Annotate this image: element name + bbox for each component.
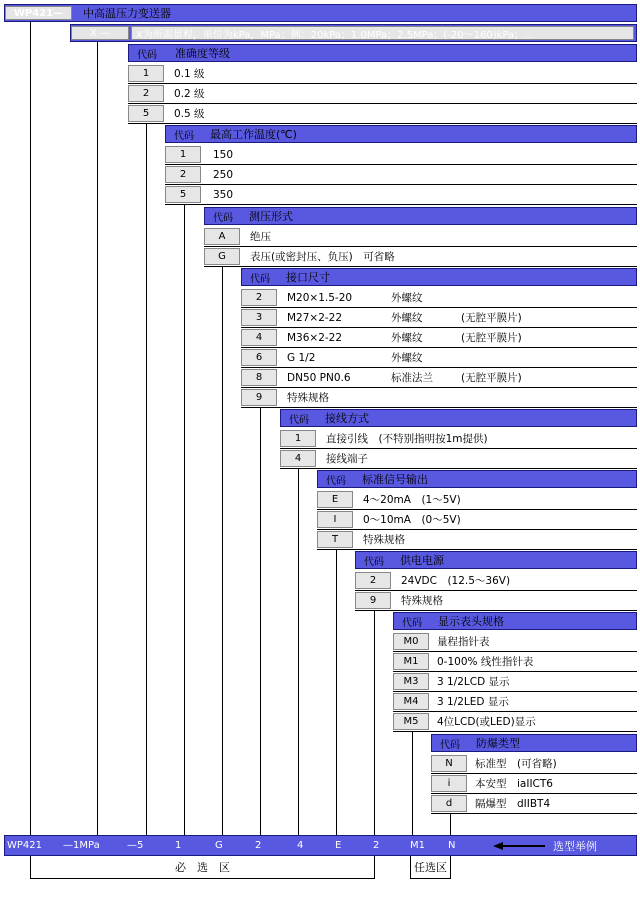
example-item: N <box>448 840 456 851</box>
example-bar <box>4 835 637 856</box>
signal-code: T <box>317 531 353 548</box>
signal-code-label: 代码 <box>326 475 346 487</box>
explosion-desc: 标准型 (可省略) <box>475 758 557 770</box>
signal-code: I <box>317 511 353 528</box>
example-item: M1 <box>410 840 425 851</box>
wiring-row <box>280 429 637 449</box>
accuracy-header <box>128 44 637 62</box>
temperature-row <box>165 185 637 205</box>
wiring-row <box>280 449 637 469</box>
accuracy-code: 1 <box>128 65 164 82</box>
arrow-left-icon <box>493 836 545 855</box>
connection-code: 6 <box>241 349 277 366</box>
pressure-type-desc: 绝压 <box>250 231 271 243</box>
optional-zone-label: 任选区 <box>414 861 447 874</box>
display-desc: 4位LCD(或LED)显示 <box>437 716 536 728</box>
accuracy-code: 2 <box>128 85 164 102</box>
power-row <box>355 571 637 591</box>
connection-spec: M27×2-22 <box>287 311 343 324</box>
pressure-type-code-label: 代码 <box>213 212 233 224</box>
display-code: M5 <box>393 713 429 730</box>
display-row <box>393 632 637 652</box>
model-header-bar <box>4 4 637 22</box>
connector-line <box>184 205 185 835</box>
display-row <box>393 652 637 672</box>
connection-code: 2 <box>241 289 277 306</box>
connector-line <box>412 732 413 835</box>
accuracy-desc: 0.2 级 <box>174 88 205 100</box>
connection-code: 8 <box>241 369 277 386</box>
display-title: 显示表头规格 <box>438 615 504 628</box>
power-title: 供电电源 <box>400 554 444 567</box>
temperature-desc: 250 <box>213 168 234 181</box>
explosion-desc: 本安型 iaIICT6 <box>475 778 553 790</box>
connection-row <box>241 388 637 408</box>
connection-type: 外螺纹 <box>391 332 423 344</box>
connection-header <box>241 268 637 286</box>
temperature-code: 2 <box>165 166 201 183</box>
connector-line <box>146 124 147 835</box>
pressure-type-header <box>204 207 637 225</box>
example-item: E <box>335 840 342 851</box>
explosion-header <box>431 734 637 752</box>
power-code-label: 代码 <box>364 556 384 568</box>
power-code: 2 <box>355 572 391 589</box>
display-desc: 量程指针表 <box>437 636 490 648</box>
connector-line <box>450 814 451 835</box>
connector-line <box>260 408 261 835</box>
connector-line <box>298 469 299 835</box>
temperature-header <box>165 125 637 143</box>
signal-row <box>317 530 637 550</box>
wiring-title: 接线方式 <box>325 412 369 425</box>
example-item: —1MPa <box>63 840 100 851</box>
signal-row <box>317 510 637 530</box>
connection-row <box>241 288 637 308</box>
display-row <box>393 712 637 732</box>
display-code-label: 代码 <box>402 617 422 629</box>
accuracy-row <box>128 64 637 84</box>
signal-title: 标准信号输出 <box>362 473 428 486</box>
example-label: 选型举例 <box>553 839 597 853</box>
connection-type: 外螺纹 <box>391 292 423 304</box>
accuracy-code: 5 <box>128 105 164 122</box>
example-item: WP421 <box>7 840 43 851</box>
signal-desc: 特殊规格 <box>363 534 405 546</box>
connector-line <box>222 267 223 835</box>
example-item: G <box>215 840 223 851</box>
example-item: 1 <box>175 840 182 851</box>
connection-code: 9 <box>241 389 277 406</box>
connection-code: 3 <box>241 309 277 326</box>
connection-spec: DN50 PN0.6 <box>287 371 351 384</box>
example-item: 2 <box>255 840 262 851</box>
connection-spec: 特殊规格 <box>287 392 329 404</box>
zone-bracket <box>410 878 451 879</box>
signal-desc: 0～10mA (0～5V) <box>363 514 461 526</box>
connection-spec: G 1/2 <box>287 351 316 364</box>
connector-line <box>97 42 98 835</box>
power-desc: 特殊规格 <box>401 595 443 607</box>
wiring-code-label: 代码 <box>289 414 309 426</box>
connection-spec: M36×2-22 <box>287 331 343 344</box>
pressure-type-title: 测压形式 <box>249 210 293 223</box>
display-row <box>393 672 637 692</box>
zone-bracket <box>30 878 375 879</box>
temperature-code: 5 <box>165 186 201 203</box>
display-row <box>393 692 637 712</box>
explosion-desc: 隔爆型 dIIBT4 <box>475 798 551 810</box>
accuracy-desc: 0.1 级 <box>174 68 205 80</box>
display-code: M3 <box>393 673 429 690</box>
temperature-row <box>165 165 637 185</box>
temperature-desc: 350 <box>213 188 234 201</box>
display-desc: 3 1/2LED 显示 <box>437 696 509 708</box>
connection-row <box>241 328 637 348</box>
pressure-type-code: G <box>204 248 240 265</box>
model-code-box: WP421— <box>5 6 72 20</box>
product-name: 中高温压力变送器 <box>83 7 171 20</box>
temperature-row <box>165 145 637 165</box>
connection-note: (无腔平膜片) <box>461 312 522 324</box>
explosion-code: d <box>431 795 467 812</box>
display-desc: 0-100% 线性指针表 <box>437 656 534 668</box>
connector-line <box>336 550 337 835</box>
explosion-row <box>431 774 637 794</box>
connection-row <box>241 368 637 388</box>
display-code: M0 <box>393 633 429 650</box>
pressure-type-code: A <box>204 228 240 245</box>
display-header <box>393 612 637 630</box>
power-header <box>355 551 637 569</box>
example-item: 4 <box>297 840 304 851</box>
wiring-desc: 直接引线 (不特别指明按1m提供) <box>326 433 488 445</box>
temperature-title: 最高工作温度(℃) <box>210 128 297 141</box>
temperature-code-label: 代码 <box>174 130 194 142</box>
connection-title: 接口尺寸 <box>286 271 330 284</box>
range-desc-box: X为所需量程，单位为kPa，MPa；例：20kPa；1.0MPa；2.5MPa；(-20～160)kPa；… <box>131 26 634 40</box>
required-zone-label: 必 选 区 <box>175 861 230 874</box>
power-desc: 24VDC (12.5～36V) <box>401 575 511 587</box>
temperature-desc: 150 <box>213 148 234 161</box>
temperature-code: 1 <box>165 146 201 163</box>
explosion-code: N <box>431 755 467 772</box>
accuracy-title: 准确度等级 <box>175 47 230 60</box>
accuracy-desc: 0.5 级 <box>174 108 205 120</box>
accuracy-row <box>128 84 637 104</box>
display-code: M1 <box>393 653 429 670</box>
signal-header <box>317 470 637 488</box>
connection-spec: M20×1.5-20 <box>287 291 353 304</box>
range-header-bar <box>70 24 637 42</box>
pressure-type-row <box>204 227 637 247</box>
pressure-type-desc: 表压(或密封压、负压) 可省略 <box>250 251 395 263</box>
explosion-title: 防爆类型 <box>476 737 520 750</box>
wiring-code: 1 <box>280 430 316 447</box>
connection-note: (无腔平膜片) <box>461 372 522 384</box>
connection-note: (无腔平膜片) <box>461 332 522 344</box>
display-desc: 3 1/2LCD 显示 <box>437 676 510 688</box>
connector-line <box>30 22 31 835</box>
example-item: —5 <box>127 840 144 851</box>
explosion-code-label: 代码 <box>440 739 460 751</box>
connection-code-label: 代码 <box>250 273 270 285</box>
accuracy-code-label: 代码 <box>137 49 157 61</box>
explosion-row <box>431 794 637 814</box>
connection-row <box>241 348 637 368</box>
wiring-header <box>280 409 637 427</box>
connection-type: 外螺纹 <box>391 312 423 324</box>
connection-code: 4 <box>241 329 277 346</box>
example-item: 2 <box>373 840 380 851</box>
connection-type: 标准法兰 <box>391 372 433 384</box>
power-code: 9 <box>355 592 391 609</box>
connection-type: 外螺纹 <box>391 352 423 364</box>
wiring-desc: 接线端子 <box>326 453 368 465</box>
power-row <box>355 591 637 611</box>
pressure-type-row <box>204 247 637 267</box>
signal-desc: 4～20mA (1～5V) <box>363 494 461 506</box>
connection-row <box>241 308 637 328</box>
wiring-code: 4 <box>280 450 316 467</box>
range-code-box: X — <box>71 26 129 40</box>
explosion-row <box>431 754 637 774</box>
display-code: M4 <box>393 693 429 710</box>
explosion-code: i <box>431 775 467 792</box>
connector-line <box>374 611 375 835</box>
accuracy-row <box>128 104 637 124</box>
signal-code: E <box>317 491 353 508</box>
signal-row <box>317 490 637 510</box>
